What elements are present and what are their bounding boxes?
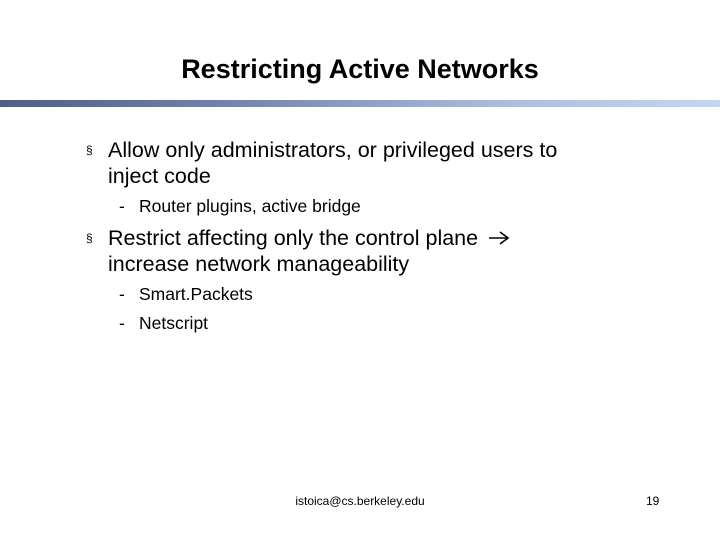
bullet-text-line: Allow only administrators, or privileged users to	[108, 138, 558, 162]
bullet-marker: §	[86, 143, 93, 157]
sub-bullet-text: Netscript	[139, 313, 209, 333]
page-number: 19	[646, 494, 660, 508]
sub-bullet-marker: -	[119, 284, 125, 304]
right-arrow-icon	[488, 225, 510, 251]
sub-bullet-item	[119, 283, 253, 305]
bullet-text-segment: Restrict affecting only the control plane	[108, 226, 479, 250]
sub-bullet-text: Router plugins, active bridge	[139, 196, 361, 216]
bullet-text	[108, 225, 668, 277]
title-underline-bar	[0, 100, 720, 107]
bullet-marker: §	[86, 231, 93, 245]
bullet-text-line: increase network manageability	[108, 252, 410, 276]
bullet-text	[108, 137, 668, 189]
slide-title: Restricting Active Networks	[181, 54, 539, 84]
sub-bullet-marker: -	[119, 196, 125, 216]
sub-bullet-text: Smart.Packets	[139, 284, 253, 304]
sub-bullet-marker: -	[119, 313, 125, 333]
bullet-text-line	[108, 225, 668, 251]
footer-email: istoica@cs.berkeley.edu	[295, 494, 425, 508]
bullet-text-line: inject code	[108, 164, 211, 188]
sub-bullet-item	[119, 195, 361, 217]
sub-bullet-item	[119, 312, 208, 334]
